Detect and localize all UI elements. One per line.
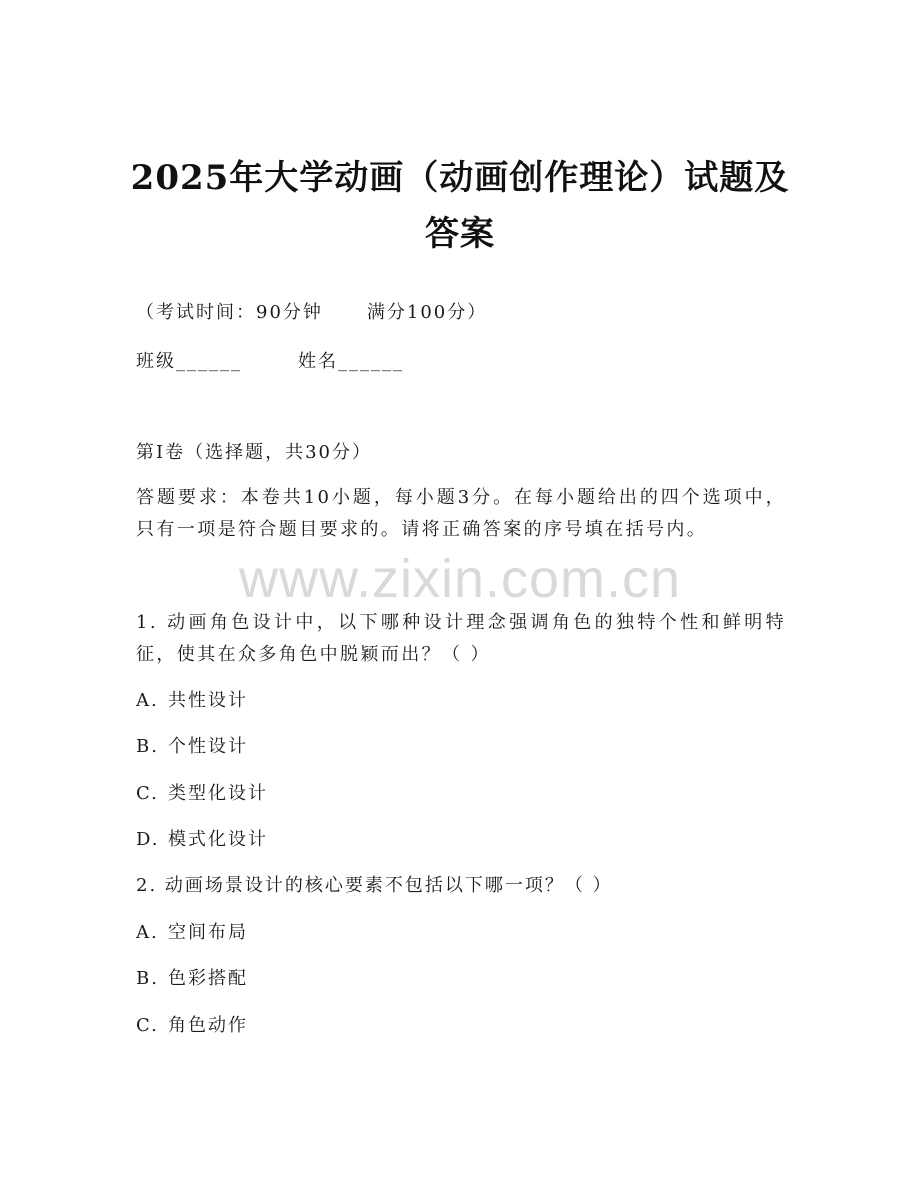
question-stem: 1. 动画角色设计中，以下哪种设计理念强调角色的独特个性和鲜明特征，使其在众多角色中脱颖而出？（ ） [136,612,786,665]
question-stem: 2. 动画场景设计的核心要素不包括以下哪一项？（ ） [136,875,613,896]
instructions: 答题要求：本卷共10小题，每小题3分。在每小题给出的四个选项中，只有一项是符合题目要求的。请将正确答案的序号填在括号内。 [136,487,786,540]
exam-info [136,299,487,327]
option-letter: A. [136,690,159,711]
option-text: 模式化设计 [168,829,268,850]
option-item [136,826,268,854]
option-letter: B. [136,736,159,757]
class-field: 班级______ [136,351,242,372]
option-item [136,919,248,947]
option-letter: C. [136,783,159,804]
option-letter: A. [136,922,159,943]
option-text: 类型化设计 [168,783,268,804]
option-text: 个性设计 [168,736,248,757]
option-item [136,780,268,808]
option-item [136,1012,248,1040]
option-letter: D. [136,829,160,850]
option-text: 共性设计 [168,690,248,711]
exam-score: 满分100分） [366,302,488,323]
section-title: 第I卷（选择题，共30分） [136,442,373,463]
option-item [136,733,248,761]
document-title: 2025年大学动画（动画创作理论）试题及答案 [130,158,790,254]
option-item [136,965,248,993]
option-text: 空间布局 [168,922,248,943]
watermark: www.zixin.com.cn [238,549,682,609]
name-field: 姓名______ [298,351,404,372]
option-letter: C. [136,1015,159,1036]
option-item [136,687,248,715]
option-text: 色彩搭配 [168,968,248,989]
option-letter: B. [136,968,159,989]
exam-time: （考试时间：90分钟 [136,302,323,323]
student-fields [136,348,404,376]
option-text: 角色动作 [168,1015,248,1036]
